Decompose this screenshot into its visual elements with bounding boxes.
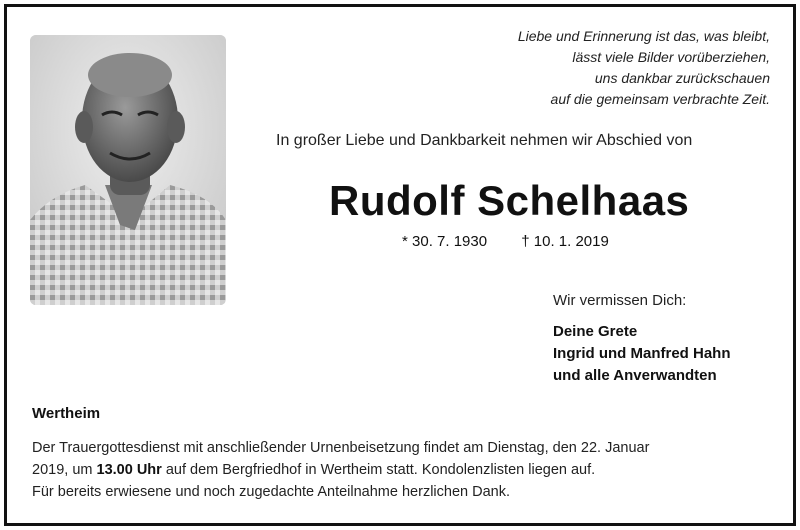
poem-line: lässt viele Bilder vorüberziehen,	[572, 49, 770, 65]
notice-text: auf dem Bergfriedhof in Wertheim statt. Kondolenzlisten liegen auf.	[161, 462, 596, 478]
mourner-name: und alle Anverwandten	[553, 367, 717, 384]
intro-text: In großer Liebe und Dankbarkeit nehmen wir Abschied von	[276, 132, 693, 149]
death-date: † 10. 1. 2019	[521, 233, 609, 250]
service-time: 13.00 Uhr	[96, 462, 162, 478]
notice-line	[32, 459, 777, 481]
birth-date: * 30. 7. 1930	[402, 233, 488, 250]
mourner-name: Deine Grete	[553, 323, 638, 340]
life-dates	[402, 233, 609, 250]
notice-text: 2019, um	[32, 462, 97, 478]
mourners-list	[553, 321, 731, 387]
deceased-name: Rudolf Schelhaas	[329, 177, 690, 224]
mourner-name: Ingrid und Manfred Hahn	[553, 345, 731, 362]
poem-line: uns dankbar zurückschauen	[594, 70, 770, 86]
poem	[440, 26, 770, 110]
notice-line: Für bereits erwiesene und noch zugedachte Anteilnahme herzlichen Dank.	[32, 484, 510, 500]
service-notice	[32, 437, 777, 503]
poem-line: Liebe und Erinnerung ist das, was bleibt,	[517, 28, 770, 44]
poem-line: auf die gemeinsam verbrachte Zeit.	[550, 91, 770, 107]
place: Wertheim	[32, 405, 101, 422]
portrait-photo	[30, 35, 226, 305]
mourners-heading: Wir vermissen Dich:	[553, 292, 687, 309]
notice-line: Der Trauergottesdienst mit anschließender Urnenbeisetzung findet am Dienstag, den 22. Januar	[32, 440, 650, 456]
